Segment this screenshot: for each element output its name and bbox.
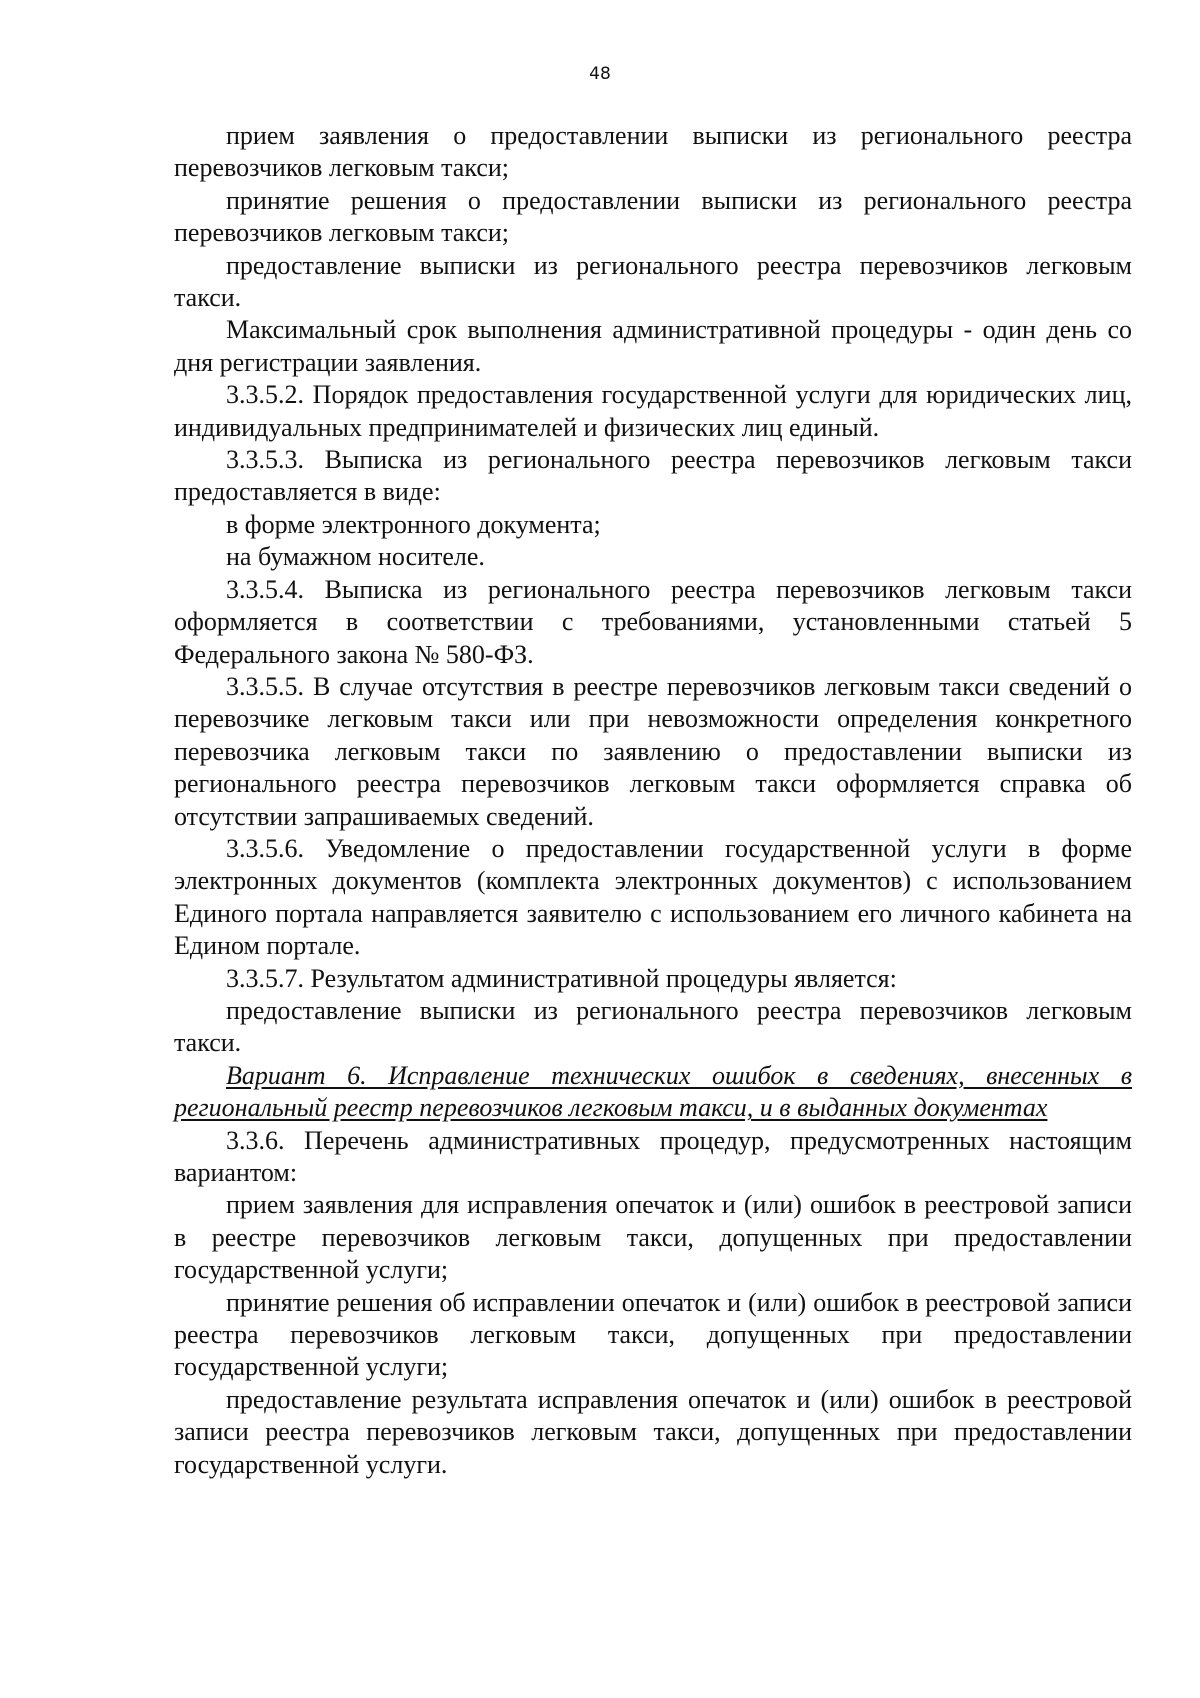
document-body xyxy=(174,120,1132,1481)
paragraph-list-item: принятие решения об исправлении опечаток и (или) ошибок в реестровой записи реестра перевозчиков легковым такси, допущенных при предоставлении государственной услуги; xyxy=(174,1287,1132,1382)
paragraph-list-item: предоставление выписки из регионального реестра перевозчиков легковым такси. xyxy=(174,995,1132,1058)
paragraph-list-item: принятие решения о предоставлении выписки из регионального реестра перевозчиков легковым такси; xyxy=(174,185,1132,248)
paragraph-clause-3-3-6: 3.3.6. Перечень административных процедур, предусмотренных настоящим вариантом: xyxy=(174,1125,1132,1187)
paragraph-list-item: прием заявления для исправления опечаток и (или) ошибок в реестровой записи в реестре перевозчиков легковым такси, допущенных при предоставлении государственной услуги; xyxy=(174,1190,1132,1285)
paragraph-clause-3-3-5-2: 3.3.5.2. Порядок предоставления государственной услуги для юридических лиц, индивидуальных предпринимателей и физических лиц единый. xyxy=(174,380,1132,442)
paragraph-clause-3-3-5-5: 3.3.5.5. В случае отсутствия в реестре перевозчиков легковым такси сведений о перевозчике легковым такси или при невозможности определения конкретного перевозчика легковым такси по заявлению о предоставлении выписки из регионального реестра перевозчиков легковым такси оформляется справка об отсутствии запрашиваемых сведений. xyxy=(174,671,1132,831)
paragraph: Максимальный срок выполнения административной процедуры - один день со дня регистрации заявления. xyxy=(174,315,1132,377)
section-heading-variant-6: Вариант 6. Исправление технических ошибок в сведениях, внесенных в региональный реестр перевозчиков легковым такси, и в выданных документах xyxy=(174,1060,1132,1123)
paragraph-clause-3-3-5-3: 3.3.5.3. Выписка из регионального реестра перевозчиков легковым такси предоставляется в виде: xyxy=(174,445,1132,507)
paragraph-clause-3-3-5-6: 3.3.5.6. Уведомление о предоставлении государственной услуги в форме электронных документов (комплекта электронных документов) с использованием Единого портала направляется заявителю с использованием его личного кабинета на Едином портале. xyxy=(174,833,1132,961)
paragraph-list-item: в форме электронного документа; xyxy=(226,509,601,539)
paragraph-list-item: на бумажном носителе. xyxy=(226,542,485,572)
paragraph-clause-3-3-5-7: 3.3.5.7. Результатом административной процедуры является: xyxy=(226,963,897,993)
paragraph-list-item: прием заявления о предоставлении выписки из регионального реестра перевозчиков легковым такси; xyxy=(174,121,1132,183)
paragraph-list-item: предоставление выписки из регионального реестра перевозчиков легковым такси. xyxy=(174,250,1132,313)
paragraph-clause-3-3-5-4: 3.3.5.4. Выписка из регионального реестра перевозчиков легковым такси оформляется в соответствии с требованиями, установленными статьей 5 Федерального закона № 580-ФЗ. xyxy=(174,574,1132,669)
page-number: 48 xyxy=(589,64,611,84)
paragraph-list-item: предоставление результата исправления опечаток и (или) ошибок в реестровой записи реестра перевозчиков легковым такси, допущенных при предоставлении государственной услуги. xyxy=(174,1384,1132,1479)
